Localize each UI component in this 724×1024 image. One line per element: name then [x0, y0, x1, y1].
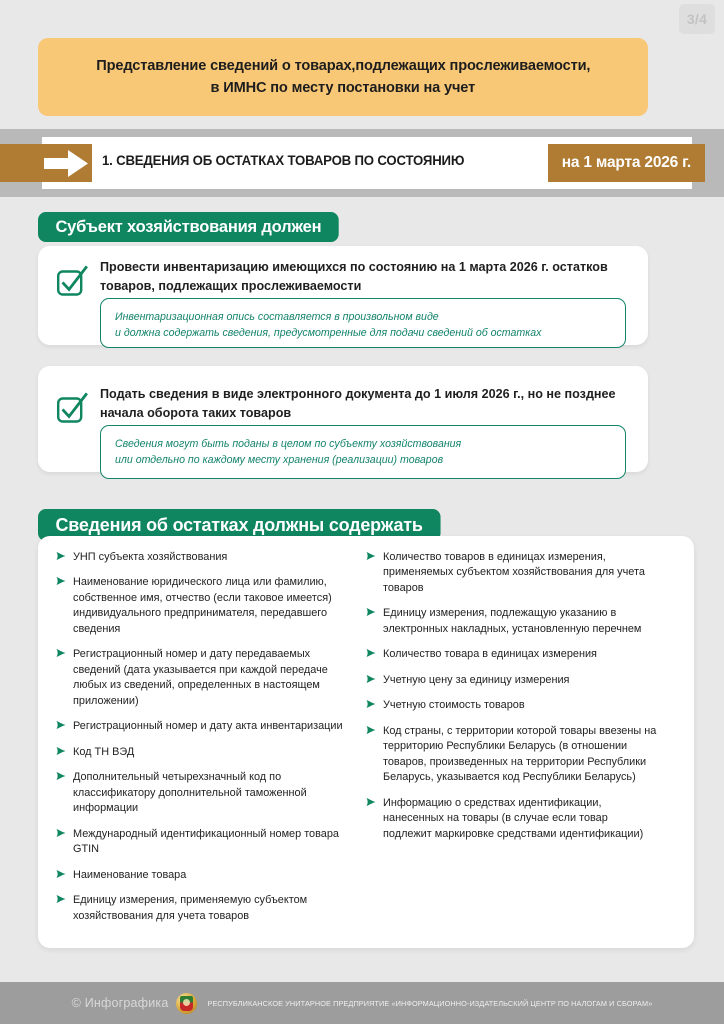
contents-card	[38, 536, 694, 948]
list-item	[56, 550, 348, 565]
contents-columns	[38, 536, 694, 948]
bullet-arrow-icon	[366, 699, 380, 709]
list-item	[56, 770, 348, 816]
list-item-label: Количество товара в единицах измерения	[383, 648, 597, 661]
list-item-label: Регистрационный номер и дату передаваемых сведений (дата указывается при каждой передаче любых из сведений, определенных в настоящем приложении)	[73, 648, 328, 707]
list-item	[366, 673, 658, 688]
list-item	[56, 868, 348, 883]
bullet-arrow-icon	[366, 725, 380, 735]
bullet-arrow-icon	[366, 648, 380, 658]
requirement-note	[100, 425, 626, 479]
checkbox-checked-icon	[55, 264, 89, 298]
list-item-label: Количество товаров в единицах измерения, применяемых субъектом хозяйствования для учета товаров	[383, 551, 645, 594]
list-item-label: УНП субъекта хозяйствования	[73, 551, 228, 563]
requirement-note	[100, 298, 626, 348]
bullet-arrow-icon	[56, 720, 70, 730]
footer-copyright: © Инфографика	[71, 996, 169, 1010]
list-item-label: Регистрационный номер и дату акта инвентаризации	[73, 720, 343, 733]
list-item-label: Информацию о средствах идентификации, нанесенных на товары (в случае если товар подлежит маркировке средствами идентификации)	[383, 796, 644, 840]
list-item	[56, 893, 348, 924]
section-date-badge: на 1 марта 2026 г.	[548, 144, 705, 182]
requirement-text: Провести инвентаризацию имеющихся по состоянию на 1 марта 2026 г. остатков товаров, подлежащих прослеживаемости	[100, 260, 608, 294]
list-item-label: Единицу измерения, подлежащую указанию в электронных накладных, установленную перечнем	[383, 607, 642, 635]
title-line-1: Представление сведений о товарах,подлежащих прослеживаемости,	[95, 56, 591, 74]
list-item	[366, 698, 658, 713]
requirement-card	[38, 366, 648, 472]
title-line-2: в ИМНС по месту постановки на учет	[210, 79, 476, 96]
bullet-arrow-icon	[56, 576, 70, 586]
bullet-arrow-icon	[56, 894, 70, 904]
bullet-arrow-icon	[56, 828, 70, 838]
note-line: Сведения могут быть поданы в целом по субъекту хозяйствования	[115, 438, 462, 450]
requirement-text: Подать сведения в виде электронного документа до 1 июля 2026 г., но не позднее начала оборота таких товаров	[100, 387, 616, 421]
bullet-arrow-icon	[366, 797, 380, 807]
page-indicator-badge: 3/4	[679, 4, 715, 34]
note-line: и должна содержать сведения, предусмотренные для подачи сведений об остатках	[115, 327, 542, 340]
contents-section-header: Сведения об остатках должны содержать	[38, 509, 440, 541]
footer-organization: РЕСПУБЛИКАНСКОЕ УНИТАРНОЕ ПРЕДПРИЯТИЕ «ИНФОРМАЦИОННО-ИЗДАТЕЛЬСКИЙ ЦЕНТР ПО НАЛОГАМ И СБОРАМ»	[207, 998, 653, 1008]
list-item	[366, 550, 658, 596]
bullet-arrow-icon	[56, 869, 70, 879]
note-line: или отдельно по каждому месту хранения (реализации) товаров	[115, 454, 444, 467]
bullet-arrow-icon	[56, 648, 70, 658]
list-item-label: Дополнительный четырехзначный код по классификатору дополнительной таможенной информации	[73, 771, 307, 815]
subject-section-header: Субъект хозяйствования должен	[38, 212, 339, 242]
bullet-arrow-icon	[366, 551, 380, 561]
list-item	[366, 724, 658, 786]
note-line: Инвентаризационная опись составляется в произвольном виде	[115, 311, 439, 323]
list-item	[56, 745, 348, 760]
footer-bar	[0, 982, 724, 1024]
contents-right-column	[366, 550, 676, 936]
list-item-label: Учетную стоимость товаров	[383, 699, 525, 712]
contents-left-column	[56, 550, 366, 936]
list-item	[366, 796, 658, 842]
section-heading: 1. СВЕДЕНИЯ ОБ ОСТАТКАХ ТОВАРОВ ПО СОСТОЯНИЮ	[102, 153, 465, 169]
list-item-label: Код ТН ВЭД	[73, 745, 135, 758]
arrow-right-icon	[44, 150, 88, 177]
requirement-card	[38, 246, 648, 345]
bullet-arrow-icon	[56, 746, 70, 756]
list-item	[56, 575, 348, 637]
belarus-emblem-icon	[176, 993, 197, 1014]
list-item-label: Наименование товара	[73, 868, 187, 881]
list-item	[56, 827, 348, 858]
list-item-label: Единицу измерения, применяемую субъектом хозяйствования для учета товаров	[73, 894, 308, 922]
list-item	[366, 606, 658, 637]
list-item	[366, 647, 658, 662]
bullet-arrow-icon	[366, 607, 380, 617]
bullet-arrow-icon	[366, 674, 380, 684]
list-item	[56, 647, 348, 709]
list-item-label: Международный идентификационный номер товара GTIN	[73, 827, 339, 856]
list-item	[56, 719, 348, 734]
checkbox-checked-icon	[55, 391, 89, 425]
list-item-label: Учетную цену за единицу измерения	[383, 673, 570, 686]
list-item-label: Наименование юридического лица или фамилию, собственное имя, отчество (если таковое имеется) индивидуального предпринимателя, передавшего сведения	[73, 576, 332, 635]
bullet-arrow-icon	[56, 771, 70, 781]
title-banner	[38, 38, 648, 116]
list-item-label: Код страны, с территории которой товары ввезены на территорию Республики Беларусь (в отношении товаров, произведенных на территории Республики Беларусь, указывается код Республики Беларусь)	[383, 724, 657, 784]
bullet-arrow-icon	[56, 551, 70, 561]
